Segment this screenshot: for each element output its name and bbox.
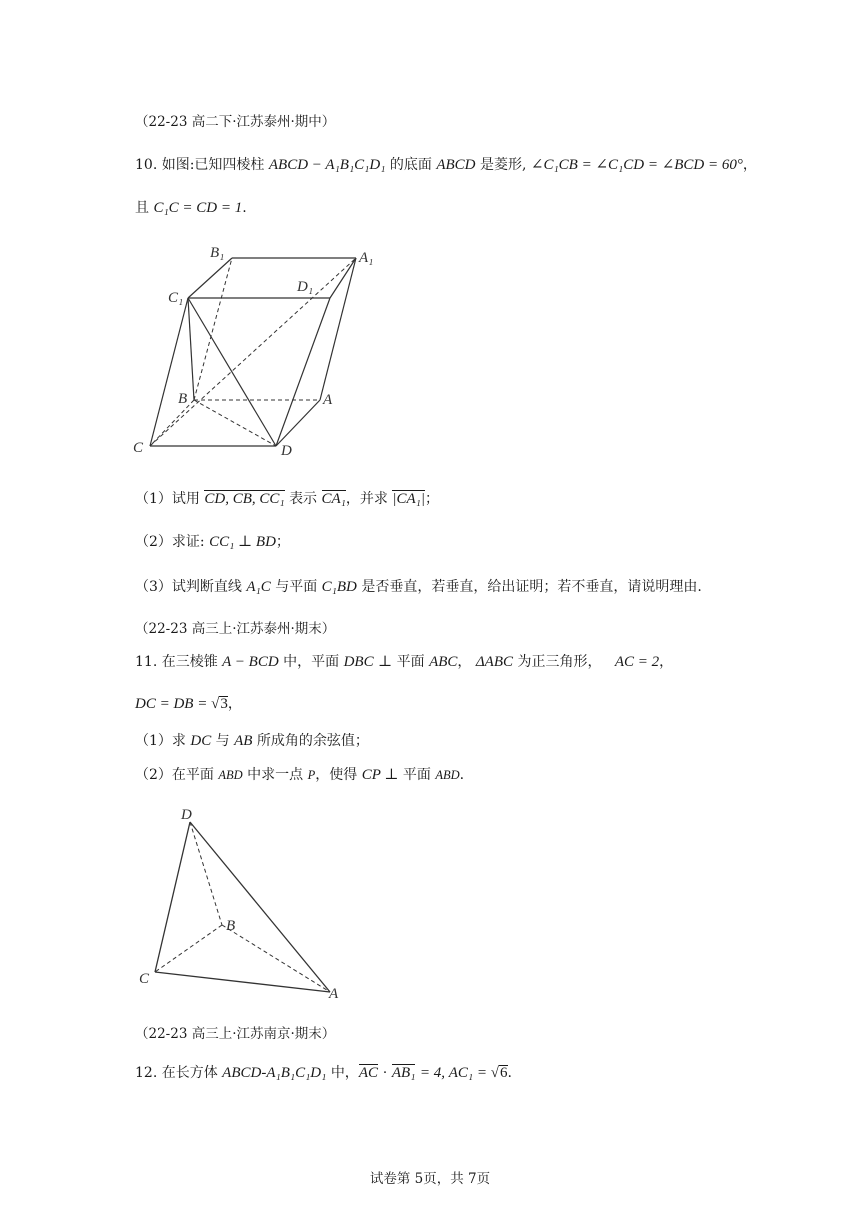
q12-text: 中， [330,1065,359,1081]
tetrahedron-figure [130,800,360,1000]
fig1-label-A1: A₁ [359,250,374,266]
q11-p1-text: 与 [215,733,230,749]
q10-stem-line2 [135,198,247,218]
q11-text: 为正三角形， [517,654,602,670]
fig1-label-D1: D₁ [297,279,314,295]
q10-part1 [135,489,439,509]
q10-angles: ∠C₁CB = ∠C₁CD = ∠BCD = 60° [530,157,743,173]
q10-p1-text: ，并求 [345,491,388,507]
q10-lengths: C₁C = CD = 1 [153,200,243,216]
q12-stem [135,1063,512,1083]
q10-comma: ， [742,157,757,173]
q12-dot: · [382,1065,388,1081]
q10-part3 [135,577,702,597]
q11-pyramid: A − BCD [222,654,279,670]
q12-vector-ac: AC [358,1065,378,1081]
q12-number: 12. [135,1065,158,1081]
q10-text: 且 [135,200,149,216]
q11-text: 平面 [396,654,425,670]
q11-p2-end: . [459,767,465,783]
q10-p1-vector-ca1: CA₁ [321,491,346,507]
q10-source: （22-23 高二下·江苏泰州·期中） [135,114,336,130]
q11-comma: ， [227,696,242,712]
q10-text: 是菱形, [479,157,527,173]
q10-number: 10. [135,157,158,173]
q10-p1-text: （1）试用 [135,491,200,507]
q11-p1-text: （1）求 [135,733,186,749]
q11-dc-db: DC = DB = [135,696,212,712]
q11-p1-ab: AB [234,733,253,749]
q10-p3-text: 是否垂直，若垂直，给出证明；若不垂直，请说明理由. [361,579,702,595]
q11-stem-line1 [135,652,673,672]
q11-ac: AC = 2 [614,654,660,670]
q11-p1-text: 所成角的余弦值； [256,733,369,749]
q12-sqrt6: 6 [500,1065,508,1081]
sqrt-icon: √ [211,696,220,712]
q10-p3-text: （3）试判断直线 [135,579,242,595]
q10-period: . [242,200,247,216]
fig1-label-B: B [178,391,188,407]
q12-vector-ab1: AB₁ [391,1065,416,1081]
fig2-label-C: C [139,971,150,987]
q10-p3-text: 与平面 [275,579,318,595]
q11-comma: ， [659,654,674,670]
fig1-label-C1: C₁ [168,290,184,306]
q11-p1-dc: DC [190,733,212,749]
q12-box: ABCD-A₁B₁C₁D₁ [222,1065,327,1081]
q11-triangle: ΔABC [475,654,513,670]
q10-part2 [135,532,290,552]
q11-text: 中，平面 [283,654,340,670]
q11-p2-cp: CP ⊥ [361,767,399,783]
q11-p2-abd: ABD [218,768,243,782]
q11-p2-text: ，使得 [315,767,358,783]
q12-equation: = 4, AC₁ = [419,1065,491,1081]
q11-part1 [135,731,369,751]
q10-p2-expr: CC₁ ⊥ BD [209,534,276,550]
q10-stem-line1 [135,155,757,175]
q11-p2-text: （2）在平面 [135,767,214,783]
fig2-label-A: A [329,986,339,1000]
prism-figure [128,238,388,468]
q10-p1-text: 表示 [289,491,318,507]
q11-comma: ， [457,654,472,670]
q11-stem-line2 [135,694,242,714]
q11-plane-abc: ABC [429,654,458,670]
q11-source: （22-23 高三上·江苏泰州·期末） [135,621,336,637]
q10-p3-plane: C₁BD [321,579,357,595]
sqrt-icon: √ [490,1065,500,1081]
fig1-label-A: A [323,392,333,408]
q11-text: 在三棱锥 [161,654,218,670]
q10-text: 的底面 [389,157,432,173]
q11-perp: ⊥ [378,654,393,670]
q12-end: . [507,1065,512,1081]
fig1-label-B1: B₁ [210,245,225,261]
page-footer: 试卷第 5页，共 7页 [369,1171,491,1187]
q10-p3-line: A₁C [246,579,271,595]
q11-p2-abd2: ABD [435,768,460,782]
q10-p2-text: （2）求证: [135,534,205,550]
fig1-label-D: D [281,443,292,459]
q10-p1-abs: |CA₁| [392,491,425,507]
q11-plane-dbc: DBC [343,654,374,670]
fig2-label-B: B [226,918,236,934]
q11-part2 [135,765,464,785]
q10-p1-vectors: CD, CB, CC₁ [204,491,285,507]
q10-p1-end: ； [425,491,439,507]
q11-p2-text: 中求一点 [247,767,304,783]
fig2-label-D: D [181,807,192,823]
q12-text: 在长方体 [161,1065,218,1081]
q10-prism: ABCD − A₁B₁C₁D₁ [268,157,386,173]
q11-p2-p: P [307,768,316,782]
fig1-label-C: C [133,440,144,456]
q11-p2-text: 平面 [402,767,431,783]
q11-number: 11. [135,654,158,670]
q10-base: ABCD [436,157,476,173]
q10-p2-end: ； [275,534,290,550]
q11-sqrt3: 3 [220,696,228,712]
q10-text: 如图:已知四棱柱 [161,157,265,173]
q12-source: （22-23 高三上·江苏南京·期末） [135,1026,336,1042]
